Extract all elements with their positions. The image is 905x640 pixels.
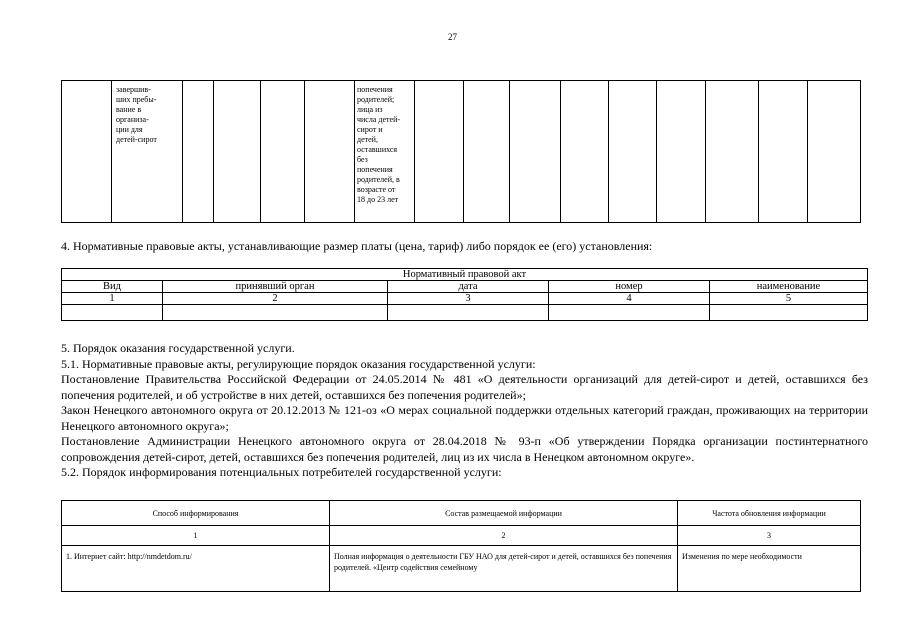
paragraph: Закон Ненецкого автономного округа от 20.12.2013 № 121-оз «О мерах социальной поддержки отдельных категорий граждан, проживающих на территории Ненецкого автономного округа»; [61, 403, 868, 433]
section-5-text [61, 341, 868, 481]
table-cell: 1. Интернет сайт: http://nmdetdom.ru/ [62, 546, 330, 592]
table-divider [463, 81, 464, 222]
table-cell: Изменения по мере необходимости [678, 546, 861, 592]
column-number: 4 [549, 293, 710, 305]
table-divider [260, 81, 261, 222]
table-divider [560, 81, 561, 222]
table-divider [111, 81, 112, 222]
section-heading: 4. Нормативные правовые акты, устанавливающие размер платы (цена, тариф) либо порядок ее (его) установления: [61, 239, 653, 253]
column-header: номер [549, 281, 710, 293]
normative-acts-table [61, 268, 868, 321]
table-cell [549, 305, 710, 321]
paragraph: 5.1. Нормативные правовые акты, регулирующие порядок оказания государственной услуги: [61, 356, 536, 371]
column-number: 1 [62, 293, 163, 305]
column-number: 2 [163, 293, 388, 305]
paragraph: Постановление Администрации Ненецкого автономного округа от 28.04.2018 № 93-п «Об утверждении Порядка организации постинтернатного сопровождения детей-сирот, детей, оставшихся без попечения родителей, лиц из их числа в Ненецком автономном округе». [61, 434, 868, 464]
table-divider [182, 81, 183, 222]
table-cell [710, 305, 868, 321]
column-header: принявший орган [163, 281, 388, 293]
table-cell [163, 305, 388, 321]
column-header: наименование [710, 281, 868, 293]
top-continuation-table [61, 80, 861, 223]
column-header: Вид [62, 281, 163, 293]
paragraph: Постановление Правительства Российской Федерации от 24.05.2014 № 481 «О деятельности организаций для детей-сирот и детей, оставшихся без попечения родителей, и об устройстве в них детей, оставшихся без попечения родителей»; [61, 372, 868, 402]
table-divider [354, 81, 355, 222]
column-header: Частота обновления информации [678, 501, 861, 526]
paragraph: 5.2. Порядок информирования потенциальных потребителей государственной услуги: [61, 465, 502, 479]
table-divider [213, 81, 214, 222]
column-number: 3 [388, 293, 549, 305]
information-table [61, 500, 861, 592]
table-divider [414, 81, 415, 222]
column-header: Состав размещаемой информации [330, 501, 678, 526]
table-divider [304, 81, 305, 222]
column-header: дата [388, 281, 549, 293]
page-number: 27 [448, 32, 457, 42]
table-divider [705, 81, 706, 222]
column-number: 3 [678, 526, 861, 546]
table-cell-text: попечения родителей; лица из числа детей- сирот и детей, оставшихся без попечения родителей, в возрасте от 18 до 23 лет [357, 85, 401, 204]
column-number: 1 [62, 526, 330, 546]
table-divider [608, 81, 609, 222]
paragraph: 5. Порядок оказания государственной услуги. [61, 341, 295, 355]
column-number: 2 [330, 526, 678, 546]
table-divider [656, 81, 657, 222]
column-header: Способ информирования [62, 501, 330, 526]
table-cell: Полная информация о деятельности ГБУ НАО для детей-сирот и детей, оставшихся без попечения родителей. «Центр содействия семейному [330, 546, 678, 592]
table-cell [388, 305, 549, 321]
table-group-header: Нормативный правовой акт [62, 269, 868, 281]
table-cell [62, 305, 163, 321]
column-number: 5 [710, 293, 868, 305]
table-divider [758, 81, 759, 222]
table-divider [807, 81, 808, 222]
table-cell-text: завершив- ших пребы- вание в организа- ции для детей-сирот [116, 85, 157, 144]
table-divider [509, 81, 510, 222]
